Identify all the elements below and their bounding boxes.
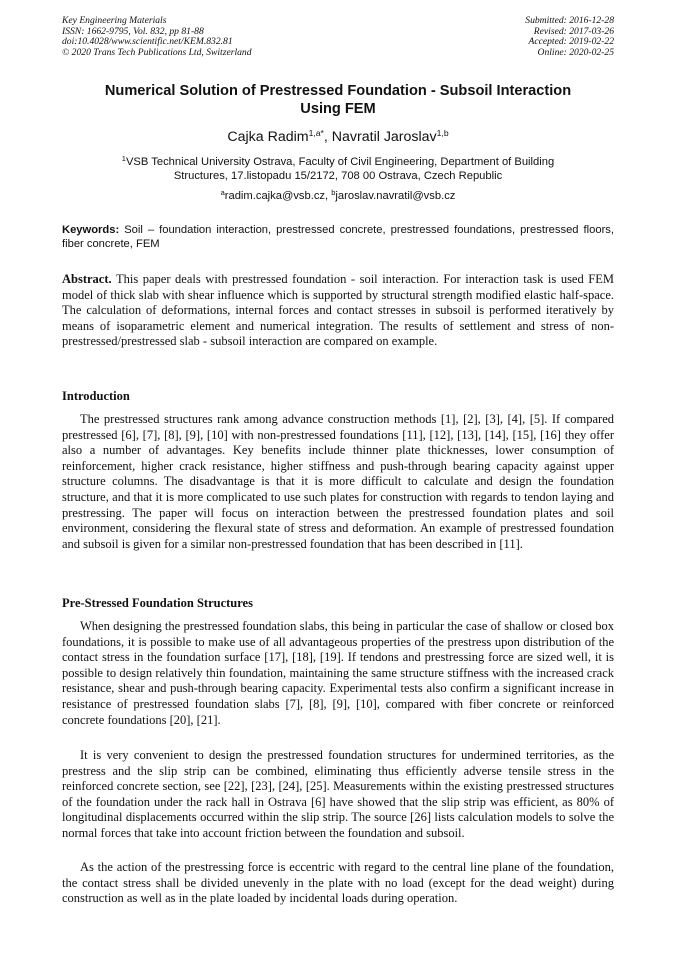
- email-superscript: a: [220, 188, 225, 197]
- body-paragraph: The prestressed structures rank among advance construction methods [1], [2], [3], [4], [5]. If compared prestressed [6], [7], [8], [9], [10] with non-prestressed foundations [11], [12], [13], [14], [15], [16] they offer also a number of advantages. Key benefits include thinner plate thicknesses, lower consumption of reinforcement, higher crack resistance, higher stiffness and push-through bearing capacity against upper structure columns. The disadvantage is that it is more difficult to calculate and design the foundation structure, and that it is more complicated to use such plates for construction with regards to tendon laying and prestressing. The paper will focus on interaction between the prestressed foundation plates and soil environment, considering the flexural state of stress and deformation. An example of prestressed foundation and subsoil is given for a similar non-prestressed foundation that has been described in [11].: [62, 412, 614, 551]
- online-date: Online: 2020-02-25: [537, 46, 614, 58]
- abstract: [62, 272, 614, 350]
- author-list: [62, 125, 614, 146]
- title-line-2: Using FEM: [300, 100, 376, 117]
- email-address: radim.cajka@vsb.cz,: [224, 190, 332, 202]
- author-emails: [62, 186, 614, 203]
- paper-title: [62, 83, 614, 118]
- journal-name: Key Engineering Materials: [62, 15, 167, 26]
- body-paragraph: As the action of the prestressing force is eccentric with regard to the central line plane of the foundation, the contact stress shall be divided unevenly in the plate with no load (except for the dead weight) during construction as well as in the plate loaded by incidental loads during operation.: [62, 860, 614, 906]
- author-name: Navratil Jaroslav: [331, 129, 437, 145]
- title-line-1: Numerical Solution of Prestressed Foundation - Subsoil Interaction: [104, 83, 572, 99]
- submitted-date: Submitted: 2016-12-28: [525, 15, 614, 26]
- journal-header-right: [525, 16, 614, 58]
- author-name: Cajka Radim: [227, 129, 309, 145]
- section-heading-introduction: Introduction: [62, 389, 130, 403]
- body-paragraph: When designing the prestressed foundation slabs, this being in particular the case of shallow or closed box foundations, it is possible to make use of all advantageous properties of the prestress upon distribution of the contact stress in the foundation surface [17], [18], [19]. If tendons and prestressing force are sized well, it is possible to design relatively thin foundation, maintaining the same structure stiffness with the increased crack resistance, shear and push-through bearing capacity. Experimental tests also confirm a significant increase in resistance of prestressed foundation slabs [7], [8], [9], [10], compared with fiber concrete or reinforced concrete foundations [20], [21].: [62, 619, 614, 727]
- issn-line: ISSN: 1662-9795, Vol. 832, pp 81-88: [62, 25, 204, 37]
- email-address: jaroslav.navratil@vsb.cz: [335, 190, 456, 202]
- author-superscript: 1,a*: [308, 128, 324, 138]
- accepted-date: Accepted: 2019-02-22: [528, 36, 614, 48]
- affiliation: [62, 152, 614, 183]
- keywords: [62, 223, 614, 251]
- author-separator: ,: [323, 129, 332, 145]
- body-paragraph: It is very convenient to design the prestressed foundation structures for undermined territories, as the prestress and the slip strip can be combined, eliminating thus efficiently adverse tensile stress in the reinforced concrete section, see [22], [23], [24], [25]. Measurements within the existing prestressed structures of the foundation under the rack hall in Ostrava [6] have showed that the slip strip was efficient, as 80% of longitudinal displacements occurred within the slip strip. The source [26] lists calculation models to solve the normal forces that take into account friction between the foundation and subsoil.: [62, 748, 614, 840]
- affiliation-superscript: 1: [121, 154, 126, 163]
- author-superscript: 1,b: [436, 128, 449, 138]
- keywords-text: Soil – foundation interaction, prestressed concrete, prestressed foundations, prestressed floors, fiber concrete, FEM: [62, 224, 614, 250]
- doi-line: doi:10.4028/www.scientific.net/KEM.832.81: [62, 36, 233, 48]
- revised-date: Revised: 2017-03-26: [533, 25, 614, 37]
- email-superscript: b: [331, 188, 336, 197]
- section-heading-prestressed: Pre-Stressed Foundation Structures: [62, 596, 253, 610]
- journal-header-left: [62, 16, 252, 58]
- abstract-label: Abstract.: [62, 272, 112, 286]
- abstract-text: This paper deals with prestressed foundation - soil interaction. For interaction task is used FEM model of thick slab with shear influence which is supported by structural strength modified elastic half-space. The calculation of deformations, internal forces and contact stresses in subsoil is performed iteratively by means of isoparametric element and numerical integration. The results of settlement and stress of non-prestressed/prestressed slab - subsoil interaction are compared on example.: [62, 272, 614, 349]
- affiliation-line-2: Structures, 17.listopadu 15/2172, 708 00 Ostrava, Czech Republic: [173, 170, 503, 182]
- keywords-label: Keywords:: [62, 224, 120, 236]
- affiliation-line-1: $^1$VSB Technical University Ostrava, Faculty of Civil Engineering, Department of Building: [121, 154, 555, 168]
- copyright-line: © 2020 Trans Tech Publications Ltd, Switzerland: [62, 46, 252, 58]
